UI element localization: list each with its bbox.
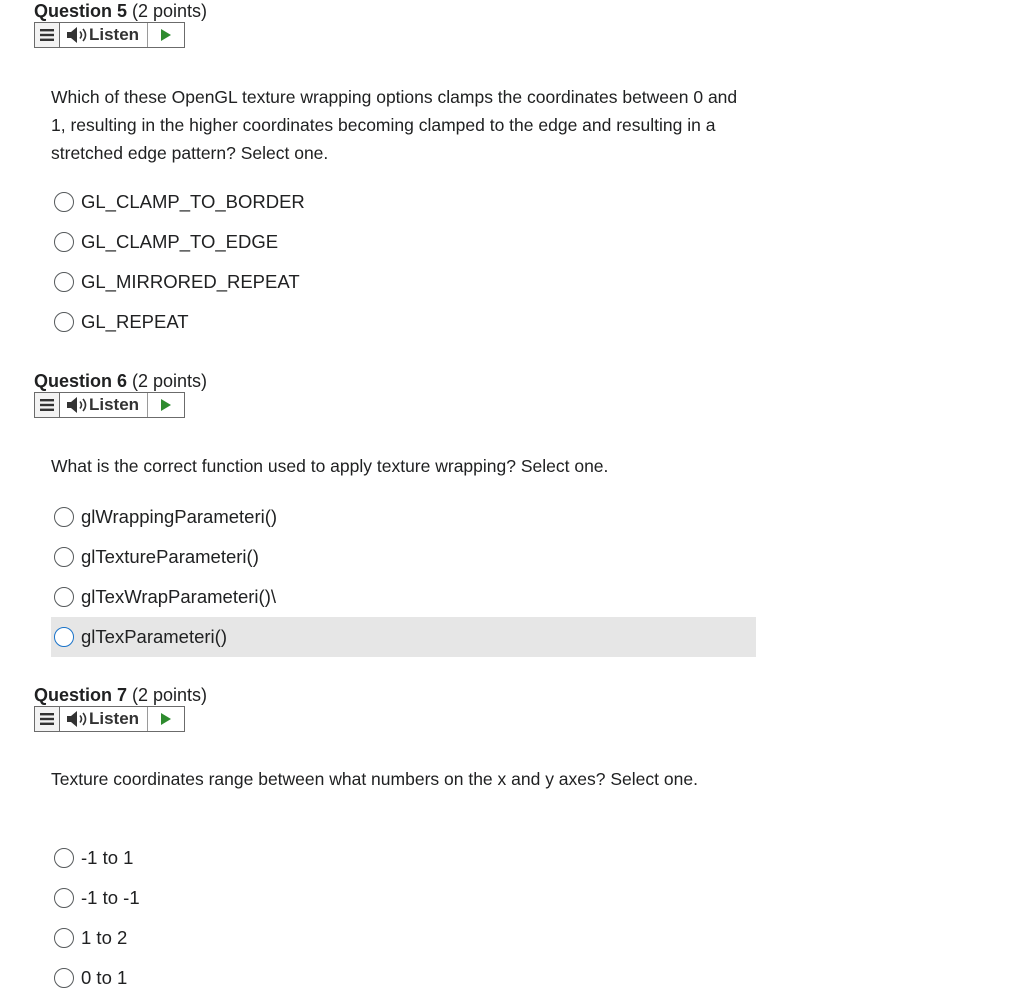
option-label: 1 to 2 — [81, 927, 128, 948]
question-6 — [34, 370, 794, 647]
question-7 — [34, 684, 794, 988]
question-title: Question 6 (2 points) — [34, 371, 208, 391]
radio-button[interactable] — [54, 888, 74, 908]
answer-option[interactable] — [51, 878, 756, 918]
answer-option[interactable] — [51, 838, 756, 878]
answer-option[interactable] — [51, 537, 756, 577]
question-5 — [34, 0, 794, 332]
radio-button[interactable] — [54, 547, 74, 567]
radio-button[interactable] — [54, 968, 74, 988]
radio-button[interactable] — [54, 627, 74, 647]
radio-button[interactable] — [54, 928, 74, 948]
radio-button[interactable] — [54, 587, 74, 607]
answer-option[interactable] — [51, 497, 756, 537]
option-label: glTexWrapParameteri()\ — [81, 586, 276, 607]
play-button[interactable] — [148, 23, 184, 47]
option-label: -1 to 1 — [81, 847, 134, 868]
answer-option[interactable] — [51, 262, 756, 302]
speaker-icon — [66, 397, 88, 413]
answer-option-hovered[interactable] — [51, 617, 756, 657]
play-icon — [161, 713, 171, 725]
answer-option[interactable] — [51, 577, 756, 617]
question-title: Question 5 (2 points) — [34, 1, 208, 21]
question-prompt: Which of these OpenGL texture wrapping options clamps the coordinates between 0 and 1, resulting in the higher coordinates becoming clamped to the edge and resulting in a stretched edge pattern? Select one. — [51, 87, 738, 163]
question-title: Question 7 (2 points) — [34, 685, 208, 705]
answer-option[interactable] — [51, 918, 756, 958]
listen-button[interactable] — [60, 393, 148, 417]
option-label: glTextureParameteri() — [81, 546, 259, 567]
radio-button[interactable] — [54, 312, 74, 332]
radio-button[interactable] — [54, 848, 74, 868]
answer-option[interactable] — [51, 958, 756, 998]
listen-menu-button[interactable] — [35, 393, 60, 417]
option-label: -1 to -1 — [81, 887, 140, 908]
listen-menu-button[interactable] — [35, 707, 60, 731]
listen-button[interactable] — [60, 707, 148, 731]
listen-label: Listen — [89, 709, 140, 728]
play-button[interactable] — [148, 393, 184, 417]
option-label: GL_CLAMP_TO_BORDER — [81, 191, 305, 212]
option-label: GL_REPEAT — [81, 311, 189, 332]
speaker-icon — [66, 711, 88, 727]
radio-button[interactable] — [54, 232, 74, 252]
option-label: 0 to 1 — [81, 967, 128, 988]
radio-button[interactable] — [54, 507, 74, 527]
answer-option[interactable] — [51, 302, 756, 342]
play-button[interactable] — [148, 707, 184, 731]
menu-icon — [40, 713, 54, 725]
listen-toolbar — [34, 392, 185, 418]
question-prompt: Texture coordinates range between what numbers on the x and y axes? Select one. — [51, 769, 698, 789]
listen-label: Listen — [89, 25, 140, 44]
listen-label: Listen — [89, 395, 140, 414]
option-label: GL_MIRRORED_REPEAT — [81, 271, 300, 292]
listen-button[interactable] — [60, 23, 148, 47]
menu-icon — [40, 399, 54, 411]
speaker-icon — [66, 27, 88, 43]
radio-button[interactable] — [54, 272, 74, 292]
play-icon — [161, 399, 171, 411]
listen-toolbar — [34, 706, 185, 732]
menu-icon — [40, 29, 54, 41]
option-label: glWrappingParameteri() — [81, 506, 278, 527]
listen-menu-button[interactable] — [35, 23, 60, 47]
radio-button[interactable] — [54, 192, 74, 212]
answer-option[interactable] — [51, 222, 756, 262]
option-label: GL_CLAMP_TO_EDGE — [81, 231, 279, 252]
listen-toolbar — [34, 22, 185, 48]
question-prompt: What is the correct function used to apply texture wrapping? Select one. — [51, 456, 609, 476]
answer-option[interactable] — [51, 182, 756, 222]
option-label: glTexParameteri() — [81, 626, 227, 647]
play-icon — [161, 29, 171, 41]
